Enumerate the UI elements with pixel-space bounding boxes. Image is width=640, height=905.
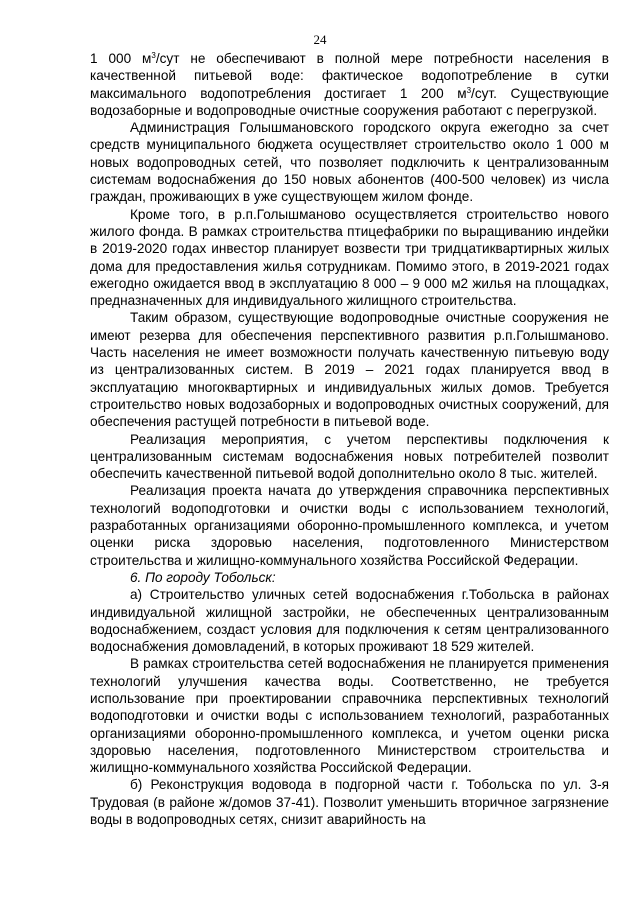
document-body: [90, 50, 609, 828]
paragraph: [90, 776, 609, 828]
paragraph-text: /сут. Существующие водозаборные и водопроводные очистные сооружения работают с перегрузкой.: [90, 85, 609, 118]
paragraph-text: Реализация проекта начата до утверждения справочника перспективных технологий водоподготовки и очистки воды с использованием технологий, разработанных организациями оборонно-промышленного комплекса, и учетом оценки риска здоровью населения, подготовленного Министерством строительства и жилищно-коммунального хозяйства Российской Федерации.: [90, 483, 609, 568]
paragraph-text: Реализация мероприятия, с учетом перспективы подключения к централизованным системам водоснабжения новых потребителей позволит обеспечить качественной питьевой водой дополнительно около 8 тыс. жителей.: [90, 431, 609, 482]
paragraph: [90, 50, 609, 119]
paragraph-text: Кроме того, в р.п.Голышманово осуществляется строительство нового жилого фонда. В рамках строительства птицефабрики по выращиванию индейки в 2019-2020 годах инвестор планирует возвести три тридцатиквартирных жилых дома для предоставления жилья сотрудникам. Помимо этого, в 2019-2021 годах ежегодно ожидается ввод в эксплуатацию 8 000 – 9 000 м2 жилья на площадках, предназначенных для индивидуального жилищного строительства.: [90, 206, 609, 309]
paragraph: [90, 482, 609, 568]
paragraph-text: /сут не обеспечивают в полной мере потребности населения в качественной питьевой воде: фактическое водопотребление в сутки максимального водопотребления достигает 1 200 м: [90, 51, 609, 101]
paragraph: [90, 586, 609, 655]
page-number: 24: [313, 32, 327, 47]
superscript: 3: [151, 51, 156, 60]
paragraph-text: а) Строительство уличных сетей водоснабжения г.Тобольска в районах индивидуальной жилищной застройки, не обеспеченных централизованным водоснабжением, создаст условия для подключения к сетям централизованного водоснабжения домовладений, в которых проживают 18 529 жителей.: [90, 587, 609, 655]
paragraph: [90, 431, 609, 483]
paragraph-text: В рамках строительства сетей водоснабжения не планируется применения технологий улучшения качества воды. Соответственно, не требуется использование при проектировании справочника перспективных технологий водоподготовки и очистки воды с использованием технологий, разработанных организациями оборонно-промышленного комплекса, и учетом оценки риска здоровью населения, подготовленного Министерством строительства и жилищно-коммунального хозяйства Российской Федерации.: [90, 656, 609, 776]
paragraph-text: 1 000 м: [90, 51, 152, 66]
paragraph: [90, 655, 609, 776]
paragraph: [90, 206, 609, 310]
paragraph: [90, 119, 609, 205]
paragraph: [90, 309, 609, 430]
paragraph-text: Таким образом, существующие водопроводные очистные сооружения не имеют резерва для обеспечения перспективного развития р.п.Голышманово. Часть населения не имеет возможности получать качественную питьевую воду из централизованных систем. В 2019 – 2021 годах планируется ввод в эксплуатацию многоквартирных и индивидуальных жилых домов. Требуется строительство новых водозаборных и водопроводных очистных сооружений, для обеспечения растущей потребности в питьевой воде.: [90, 310, 609, 430]
paragraph: [90, 569, 609, 586]
paragraph-text: б) Реконструкция водовода в подгорной части г. Тобольска по ул. 3-я Трудовая (в районе ж/домов 37-41). Позволит уменьшить вторичное загрязнение воды в водопроводных сетях, снизит аварийность на: [90, 777, 609, 828]
paragraph-text: Администрация Голышмановского городского округа ежегодно за счет средств муниципального бюджета осуществляет строительство около 1 000 м новых водопроводных сетей, что позволяет подключить к централизованным системам водоснабжения до 150 новых абонентов (400-500 человек) из числа граждан, проживающих в уже существующем жилом фонде.: [90, 120, 609, 205]
paragraph-text: 6. По городу Тобольск:: [130, 569, 276, 585]
superscript: 3: [466, 85, 472, 95]
